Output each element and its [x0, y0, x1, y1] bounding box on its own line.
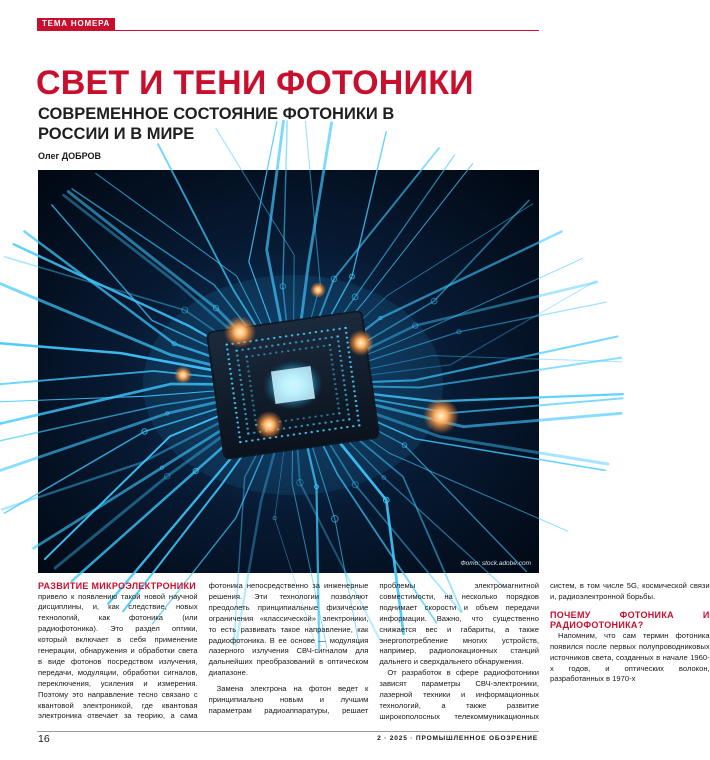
light-hotspot	[174, 366, 192, 384]
light-hotspot	[224, 316, 256, 348]
paragraph-1-text: привело к появлению такой новой научной дисциплины, и, как следствие, новых технологий, как фотоника (или радиофотоника). Это раздел оптики, который включает в себя применение генерации, обнаружения и обработки света в виде фотонов посредством излучения, передачи, модуляции, обработки сигналов, переключения, усиления и измерения. Поэтому это направление тесно связано с квантовой электроникой, где квантовая электроника отвечает за теорию, а сама фотоника непосредственно за инженерные решения. Эти технологии позволяют преодолеть принципиальные физические ограничения «классической» электроники, то есть развивать такое направление, как радиофотоника. В ее основе — модуляция лазерного излучения СВЧ-сигналом для дальнейших преобразований в оптическом диапазоне.	[38, 581, 369, 721]
light-hotspot	[423, 398, 459, 434]
article-subtitle: СОВРЕМЕННОЕ СОСТОЯНИЕ ФОТОНИКИ В РОССИИ И В МИРЕ	[38, 105, 395, 143]
light-hotspot	[310, 282, 326, 298]
paragraph-4: Напомним, что сам термин фотоника появился после первых полупроводниковых источников света, созданных в начале 1960-х годов, и оптических волокон, разработанных в 1970-х	[549, 630, 710, 684]
author-byline: Олег ДОБРОВ	[38, 151, 101, 161]
page-number: 16	[38, 733, 50, 745]
rubric-divider	[37, 30, 539, 31]
photo-credit: Фото: stock.adobe.com	[460, 560, 531, 567]
rubric-tag: ТЕМА НОМЕРА	[37, 18, 115, 30]
section-heading-1: РАЗВИТИЕ МИКРОЭЛЕКТРОНИКИ	[38, 581, 197, 591]
paragraph-2: Замена электрона на фотон ведет к принципиально новым и лучшим параметрам радиоаппаратуры, решает проблемы электромагнитной совместимости, на несколько порядков поднимает скорости и объем передачи информации. Важно, что существенно снижается вес и габариты, а также энергопотребление многих устройств, например, радиолокационных станций дальнего и сверхдальнего обнаружения.	[208, 581, 539, 715]
chip-die	[271, 366, 315, 404]
section-heading-2: ПОЧЕМУ ФОТОНИКА И РАДИОФОТОНИКА?	[549, 609, 710, 631]
light-hotspot	[255, 411, 283, 439]
article-body	[38, 581, 710, 726]
light-hotspot	[348, 330, 374, 356]
article-title: СВЕТ И ТЕНИ ФОТОНИКИ	[36, 64, 474, 102]
paragraph-3: От разработок в сфере радиофотоники зависят параметры СВЧ-электроники, лазерной техники и информационных технологий, а также развитие широкополосных телекоммуникационных систем, в том числе 5G, космической связи и, радиоэлектронной борьбы.	[379, 581, 710, 721]
footer-divider	[37, 731, 539, 732]
chip-illustration	[38, 170, 539, 573]
issue-info: 2 · 2025 · ПРОМЫШЛЕННОЕ ОБОЗРЕНИЕ	[377, 735, 538, 742]
hero-photo-circuit-chip	[38, 170, 539, 573]
